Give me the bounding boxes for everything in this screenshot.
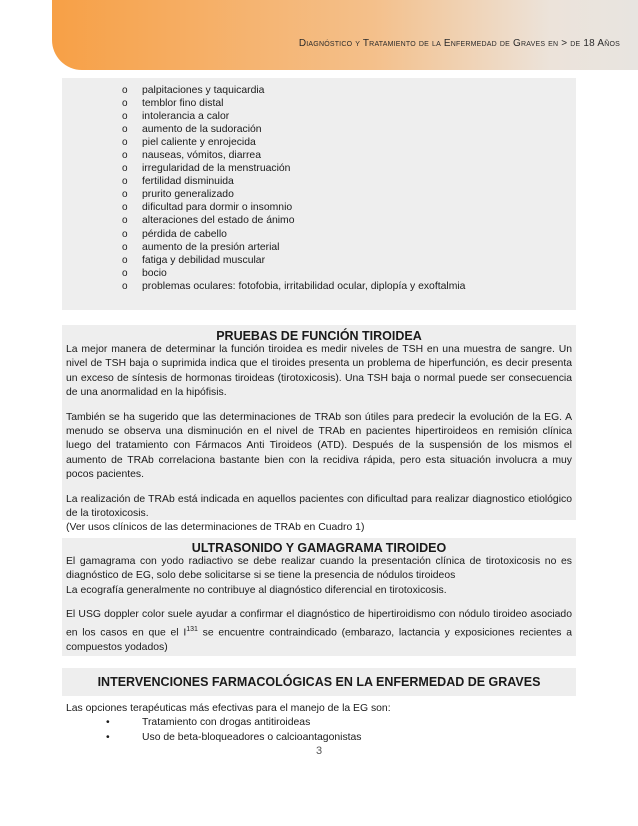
list-item-text: aumento de la sudoración [142,124,262,136]
paragraph: La ecografía generalmente no contribuye al diagnóstico diferencial en tirotoxicosis. [66,584,447,596]
section-title: INTERVENCIONES FARMACOLÓGICAS EN LA ENFERMEDAD DE GRAVES [97,675,541,689]
list-item [122,214,576,227]
section-title: PRUEBAS DE FUNCIÓN TIROIDEA [216,329,422,343]
bullet: o [122,98,128,110]
list-item [122,254,576,267]
list-item [122,201,576,214]
header-title: Diagnóstico y Tratamiento de la Enfermedad de Graves en > de 18 Años [298,38,620,49]
paragraph [62,608,576,655]
thyroid-tests-section [62,325,576,534]
superscript: 131 [186,625,198,633]
list-item [122,267,576,280]
list-item [122,188,576,201]
list-item-text: pérdida de cabello [142,228,227,240]
bullet: o [122,111,128,123]
list-item [62,716,576,730]
list-item-text: Tratamiento con drogas antitiroideas [142,717,311,729]
bullet: o [122,267,128,279]
bullet: • [106,731,110,743]
bullet: o [122,202,128,214]
bullet: o [122,150,128,162]
bullet: o [122,176,128,188]
list-item [122,228,576,241]
list-item-text: palpitaciones y taquicardia [142,85,265,96]
page-number: 3 [315,745,323,757]
list-item-text: temblor fino distal [142,98,224,110]
bullet: o [122,241,128,253]
list-item [122,97,576,110]
header-band [52,0,638,70]
bullet: o [122,163,128,175]
list-item-text: fertilidad disminuida [142,176,234,188]
section-title: ULTRASONIDO Y GAMAGRAMA TIROIDEO [191,541,447,555]
symptoms-block [62,78,576,310]
bullet: o [122,85,128,96]
bullet: o [122,254,128,266]
list-item-text: prurito generalizado [142,189,234,201]
ultrasound-section [62,538,576,656]
symptoms-list [62,78,576,293]
interventions-title-band [62,668,576,696]
paragraph: La realización de TRAb está indicada en aquellos pacientes con dificultad para realizar diagnostico etiológico de la tirotoxicosis. [66,493,572,520]
list-item-text: piel caliente y enrojecida [142,137,256,149]
bullet: o [122,137,128,149]
paragraph: La mejor manera de determinar la función tiroidea es medir niveles de TSH en una muestra de sangre. Un nivel de TSH baja o suprimida indica que el tiroides presenta un problema de hiperfunción, es decir presenta un exceso de síntesis de hormonas tiroideas (tirotoxicosis). Una TSH baja o normal puede ser consecuencia de una anormalidad en la hipófisis. [66,344,572,399]
list-item-text: dificultad para dormir o insomnio [142,202,293,214]
paragraph: También se ha sugerido que las determinaciones de TRAb son útiles para predecir la evolución de la EG. A menudo se observa una disminución en el nivel de TRAb en pacientes hipertiroideos en remisión clínica luego del tratamiento con Fármacos Anti Tiroideos (ATD). Después de la suspensión de los mismos el aumento de TRAb correlaciona bastante bien con la recidiva rápida, pero esta situación involucra a muy pocos pacientes. [66,411,572,481]
paragraph: El gamagrama con yodo radiactivo se debe realizar cuando la presentación clínica de tirotoxicosis no es diagnóstico de EG, solo debe solicitarse si se tiene la presencia de nódulos tiroideos [66,556,572,582]
list-item [122,123,576,136]
list-item-text: bocio [142,267,167,279]
paragraph: (Ver usos clínicos de las determinaciones de TRAb en Cuadro 1) [66,522,365,534]
list-item [122,175,576,188]
list-item-text: aumento de la presión arterial [142,241,280,253]
list-item-text: irregularidad de la menstruación [142,163,291,175]
list-item-text: alteraciones del estado de ánimo [142,215,295,227]
paragraph: Las opciones terapéuticas más efectivas para el manejo de la EG son: [66,703,391,714]
list-item-text: intolerancia a calor [142,111,230,123]
list-item-text: Uso de beta-bloqueadores o calcioantagonistas [142,731,362,743]
bullet: o [122,189,128,201]
list-item-text: fatiga y debilidad muscular [142,254,266,266]
bullet: • [106,717,110,729]
bullet: o [122,228,128,240]
bullet: o [122,280,128,292]
bullet: o [122,124,128,136]
list-item [122,84,576,97]
list-item [122,136,576,149]
interventions-body [62,702,576,745]
list-item [122,162,576,175]
list-item-text: nauseas, vómitos, diarrea [142,150,261,162]
list-item [62,731,576,745]
bullet: o [122,215,128,227]
list-item [122,241,576,254]
list-item [122,110,576,123]
list-item [122,280,576,293]
list-item [122,149,576,162]
text-span: El USG doppler color suele ayudar a confirmar el diagnóstico de hipertiroidismo con nódulo tiroideo asociado en los casos en que el I [66,609,572,639]
text-span: se encuentre contraindicado (embarazo, lactancia y exposiciones recientes a compuestos yodados) [66,627,572,653]
list-item-text: problemas oculares: fotofobia, irritabilidad ocular, diplopía y exoftalmia [142,280,466,292]
